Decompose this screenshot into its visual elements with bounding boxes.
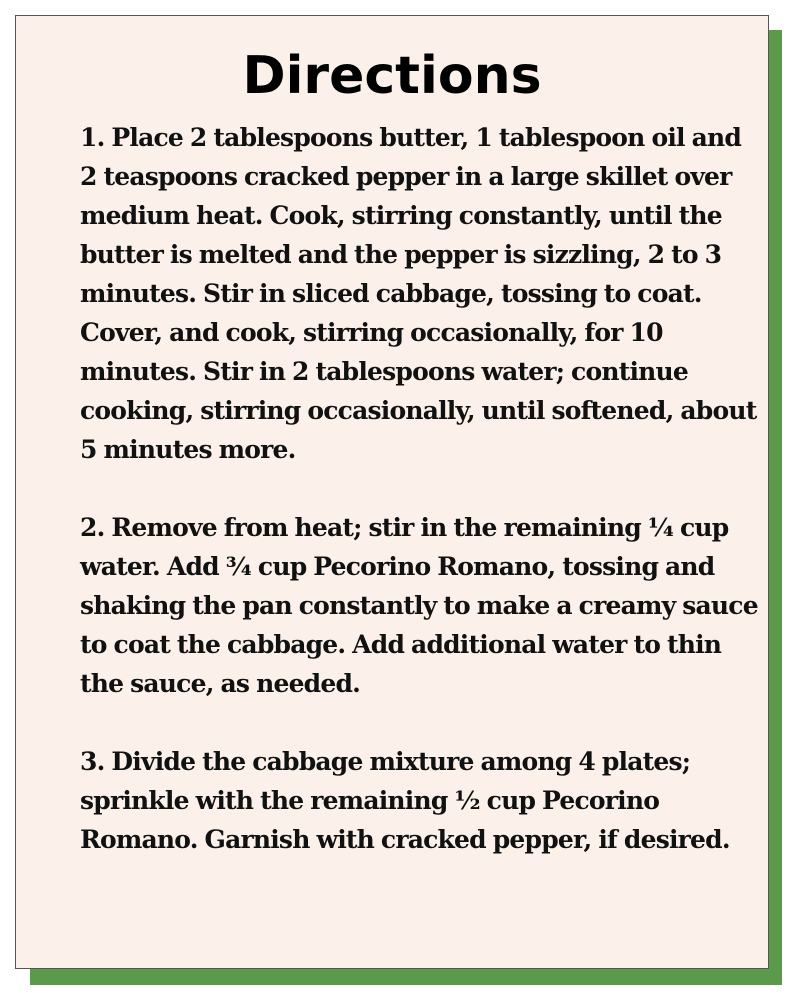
direction-step-2: 2. Remove from heat; stir in the remaining ¼ cup water. Add ¾ cup Pecorino Romano, tossing and shaking the pan constantly to make a creamy sauce to coat the cabbage. Add additional water to thin the sauce, as needed. <box>80 513 758 698</box>
directions-list <box>80 118 760 898</box>
direction-step-3: 3. Divide the cabbage mixture among 4 plates; sprinkle with the remaining ½ cup Pecorino Romano. Garnish with cracked pepper, if desired. <box>80 747 730 854</box>
directions-card <box>15 15 769 969</box>
page-title: Directions <box>242 46 542 106</box>
direction-step-1: 1. Place 2 tablespoons butter, 1 tablespoon oil and 2 teaspoons cracked pepper in a large skillet over medium heat. Cook, stirring constantly, until the butter is melted and the pepper is sizzling, 2 to 3 minutes. Stir in sliced cabbage, tossing to coat. Cover, and cook, stirring occasionally, for 10 minutes. Stir in 2 tablespoons water; continue cooking, stirring occasionally, until softened, about 5 minutes more. <box>80 123 757 464</box>
